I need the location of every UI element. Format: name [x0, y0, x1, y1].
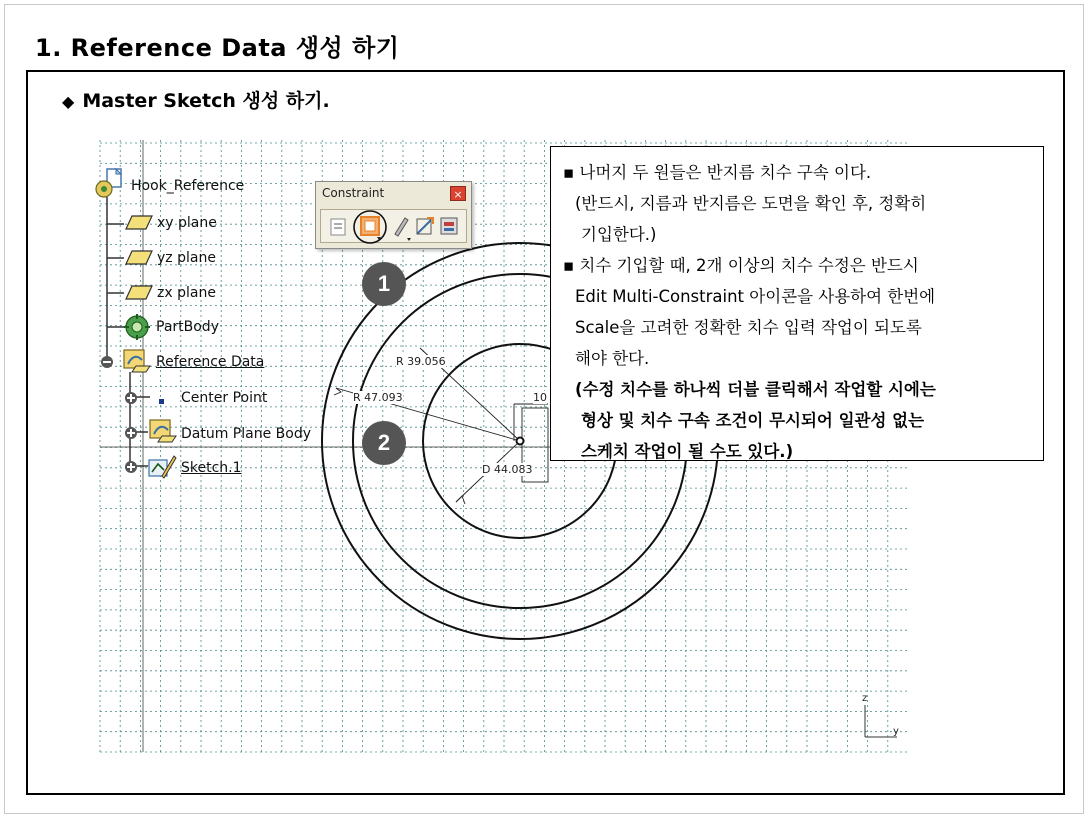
step-marker-1: 1 — [362, 262, 406, 306]
edit-multi-constraint-icon[interactable] — [354, 211, 386, 243]
dimension-radius-inner[interactable]: R 39.056 — [396, 355, 446, 368]
tree-item-yz-plane[interactable]: yz plane — [157, 250, 216, 266]
geometrical-set-icon — [122, 346, 152, 378]
tree-item-center-point[interactable]: Center Point — [181, 390, 268, 406]
toolbar-buttons — [320, 209, 467, 243]
product-icon[interactable] — [95, 168, 129, 204]
geometrical-set-icon — [148, 416, 178, 448]
part-body-icon — [123, 313, 151, 345]
dimension-lines — [334, 348, 548, 504]
expand-icon[interactable] — [124, 390, 138, 409]
note-line: 기입한다.) — [581, 225, 657, 244]
note-line: (수정 치수를 하나씩 더블 클릭해서 작업할 시에는 — [575, 380, 936, 399]
constraint-toolbar[interactable] — [315, 181, 472, 249]
note-line: Edit Multi-Constraint 아이콘을 사용하여 한번에 — [575, 287, 936, 306]
animate-constraint-icon[interactable] — [441, 218, 457, 234]
diamond-bullet-icon: ◆ — [62, 92, 75, 111]
expand-icon[interactable] — [124, 425, 138, 444]
point-icon — [158, 391, 166, 410]
tree-item-zx-plane[interactable]: zx plane — [157, 285, 216, 301]
expand-icon[interactable] — [124, 459, 138, 478]
z-axis-label: z — [862, 693, 868, 704]
close-icon[interactable]: × — [450, 186, 466, 201]
plane-icon — [124, 249, 154, 271]
tree-item-reference-data[interactable]: Reference Data — [156, 354, 265, 370]
note-line: 형상 및 치수 구속 조건이 무시되어 일관성 없는 — [581, 411, 925, 430]
toolbar-title: Constraint — [322, 186, 385, 200]
note-line: 해야 한다. — [575, 349, 650, 368]
tree-item-xy-plane[interactable]: xy plane — [157, 215, 217, 231]
note-line: (반드시, 지름과 반지름은 도면을 확인 후, 정확히 — [575, 194, 927, 213]
note-line: ▪ 치수 기입할 때, 2개 이상의 치수 수정은 반드시 — [563, 256, 919, 275]
dimension-radius-outer[interactable]: R 47.093 — [353, 391, 403, 404]
dimension-diameter[interactable]: D 44.083 — [482, 463, 533, 476]
step-marker-2: 2 — [362, 421, 406, 465]
subtitle-text: Master Sketch 생성 하기. — [82, 90, 330, 112]
page-title: 1. Reference Data 생성 하기 — [35, 34, 400, 62]
sketch-icon — [146, 452, 178, 484]
note-line: ▪ 나머지 두 원들은 반지름 치수 구속 이다. — [563, 163, 872, 182]
constraint-icon[interactable] — [395, 218, 411, 241]
constraint-defined-in-dialog-icon[interactable] — [331, 219, 345, 235]
tree-item-partbody[interactable]: PartBody — [156, 319, 219, 335]
center-point[interactable] — [517, 438, 524, 445]
note-line: 스케치 작업이 될 수도 있다.) — [581, 442, 794, 461]
y-axis-label: y — [893, 726, 899, 737]
collapse-icon[interactable] — [100, 354, 114, 373]
tree-root-label[interactable]: Hook_Reference — [131, 178, 245, 194]
dimension-length[interactable]: 10 — [533, 391, 547, 404]
note-line: Scale을 고려한 정확한 치수 입력 작업이 되도록 — [575, 318, 922, 337]
instruction-note — [550, 146, 1044, 461]
auto-constraint-icon[interactable] — [417, 218, 433, 234]
plane-icon — [124, 214, 154, 236]
tree-item-sketch-1[interactable]: Sketch.1 — [181, 460, 242, 476]
tree-item-datum-plane-body[interactable]: Datum Plane Body — [181, 426, 311, 442]
plane-icon — [124, 284, 154, 306]
